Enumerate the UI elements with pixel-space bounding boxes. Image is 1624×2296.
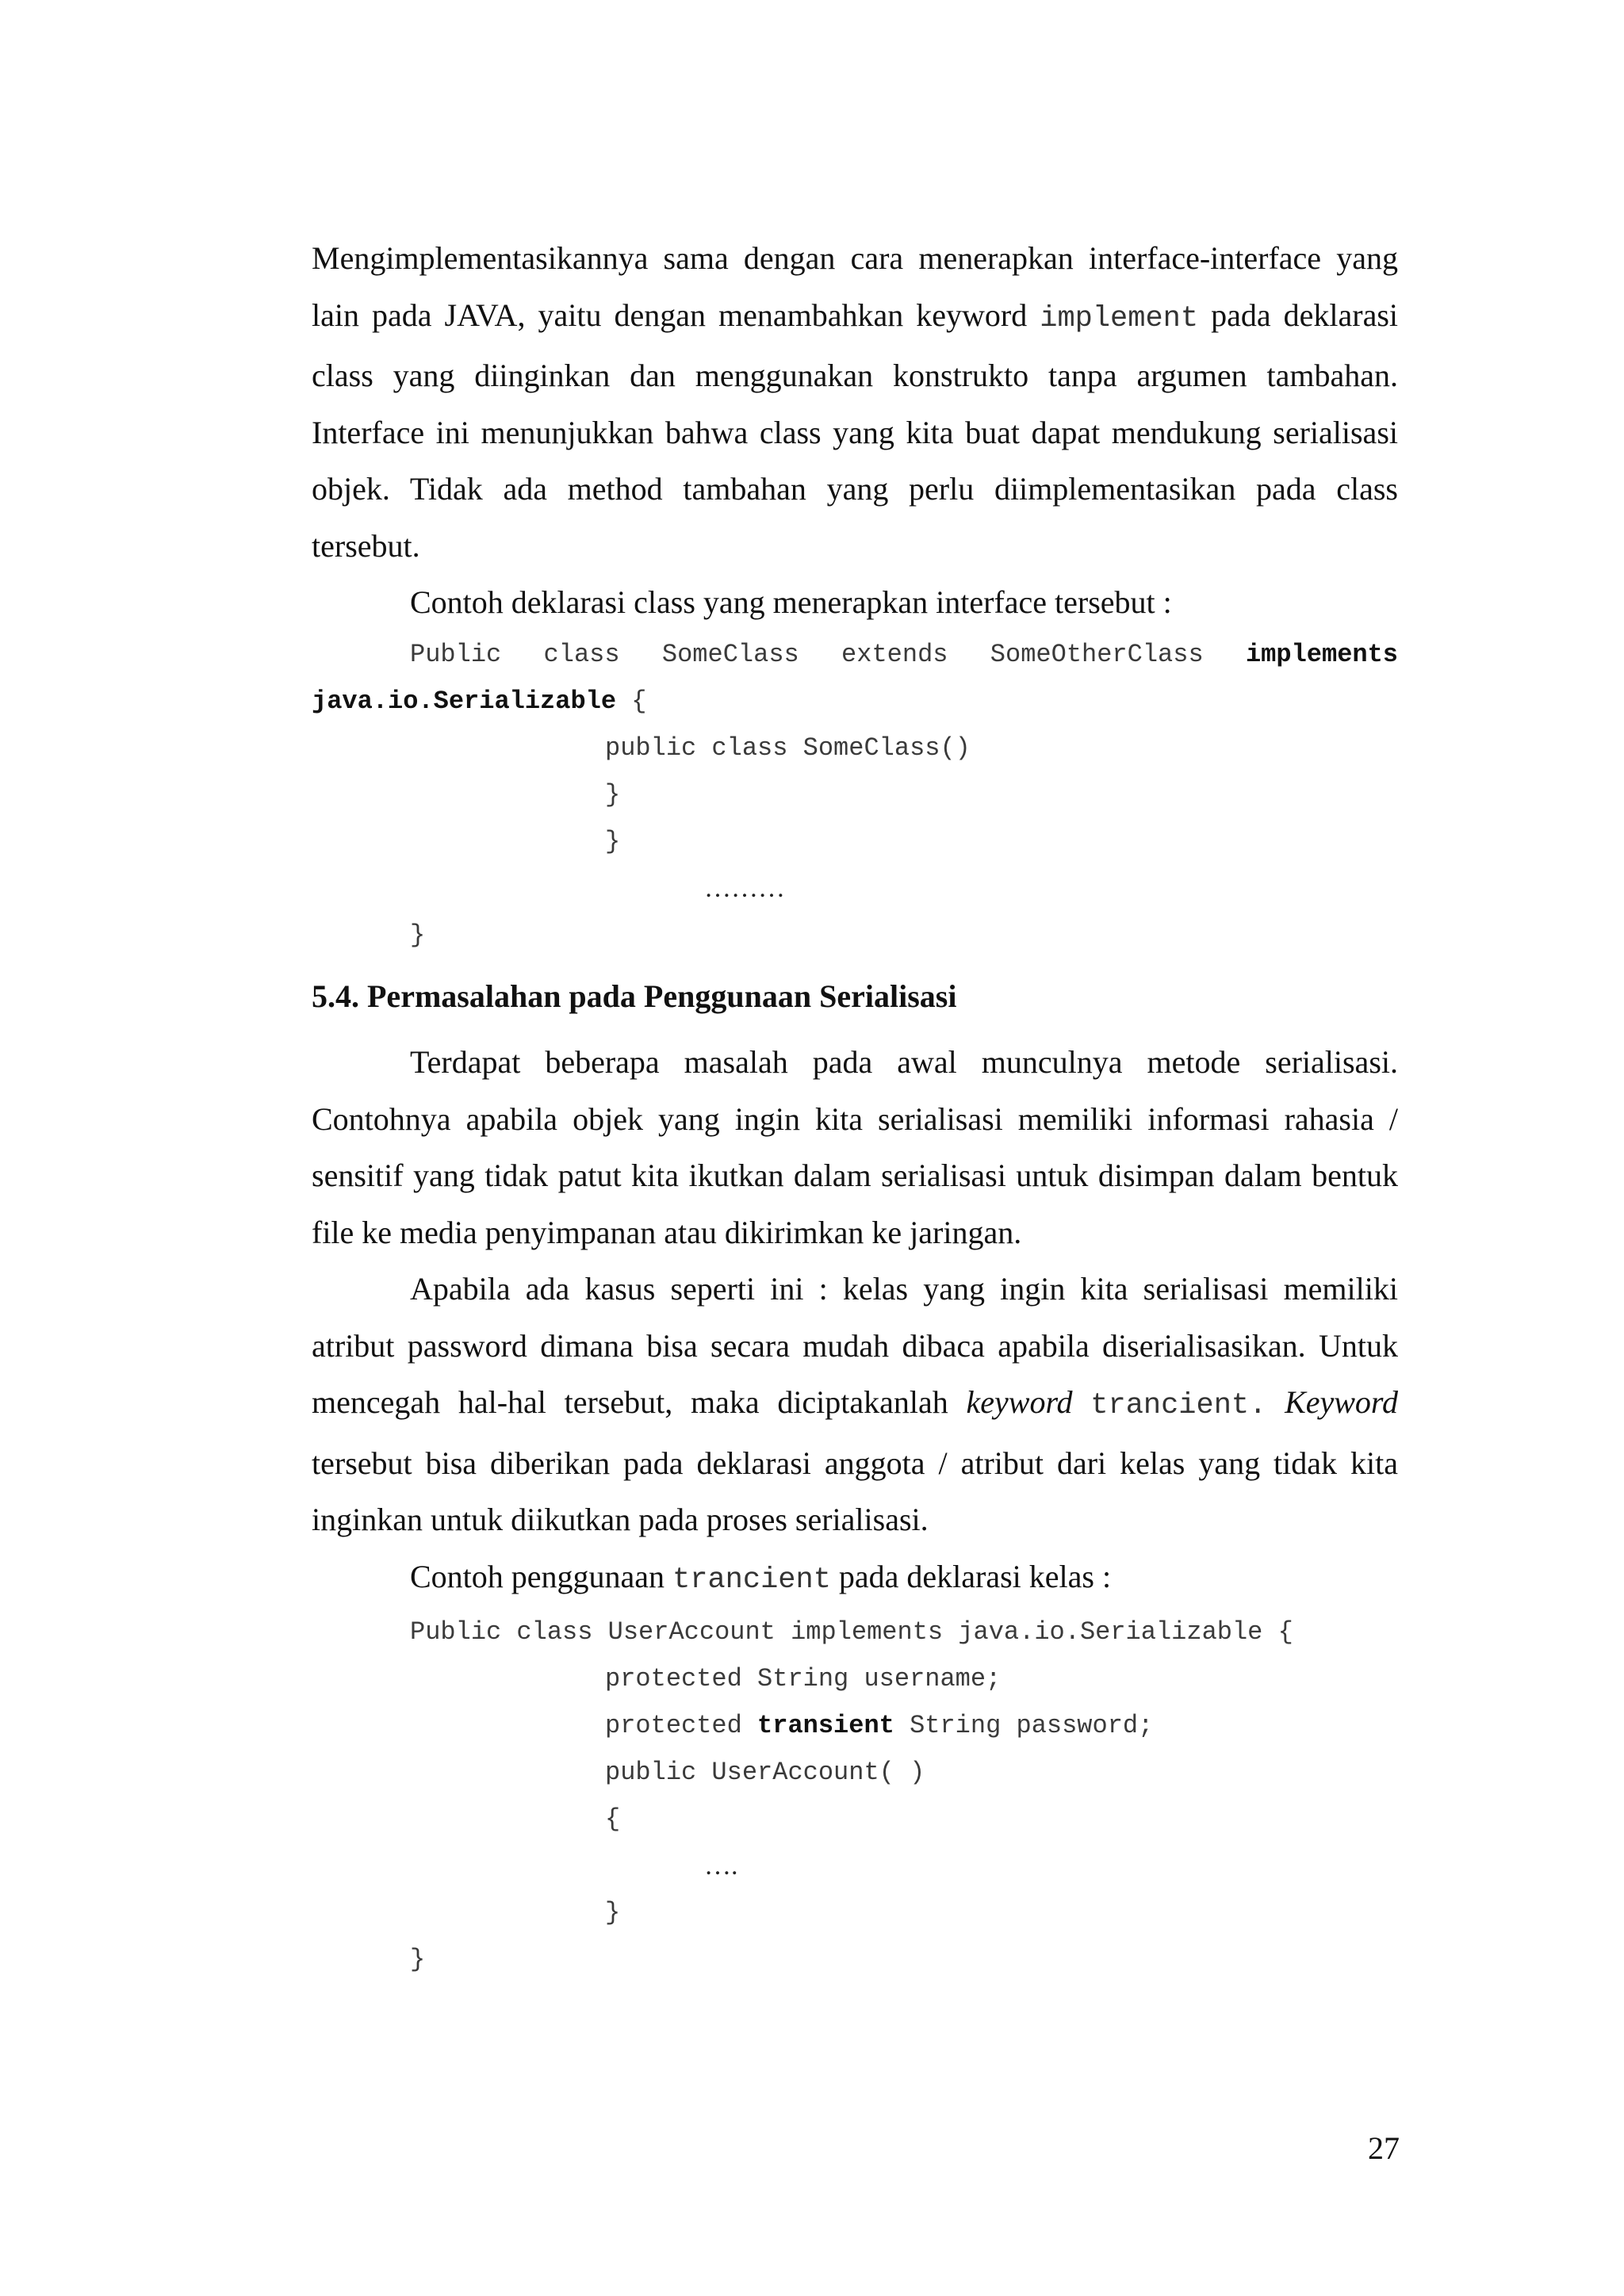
code-line: public class SomeClass(): [605, 733, 971, 763]
paragraph-text: Apabila ada kasus seperti ini : kelas yang ingin kita serialisasi memiliki atribut password dimana bisa secara mudah dibaca apabila diserialisasikan. Untuk mencegah hal-hal tersebut, maka diciptakanlah: [312, 1271, 1398, 1420]
paragraph-text: Contoh penggunaan: [410, 1558, 673, 1594]
code-ellipsis: ….: [704, 1851, 738, 1881]
inline-code-trancient: trancient: [672, 1563, 831, 1597]
code-keyword-serializable: java.io.Serializable: [312, 686, 617, 716]
code-line: [312, 631, 1398, 678]
code-keyword-transient: transient: [757, 1711, 894, 1740]
code-line: [312, 1843, 1398, 1889]
code-keyword-implements: implements: [1245, 639, 1398, 669]
paragraph-text: pada deklarasi class yang diinginkan dan menggunakan konstrukto tanpa argumen tambahan. Interface ini menunjukkan bahwa class yang kita buat dapat mendukung serialisasi objek. Tidak ada method tambahan yang perlu diimplementasikan pada class tersebut.: [312, 297, 1398, 564]
section-heading: 5.4. Permasalahan pada Penggunaan Serialisasi: [312, 978, 957, 1014]
code-line: }: [410, 1945, 426, 1974]
paragraph-example-transient: [312, 1548, 1398, 1609]
code-line: }: [605, 779, 621, 809]
code-token: SomeClass: [661, 639, 799, 669]
code-token: class: [543, 639, 620, 669]
code-token: extends: [841, 639, 948, 669]
code-line: Public class UserAccount implements java.io.Serializable {: [410, 1617, 1293, 1647]
paragraph-problem: Terdapat beberapa masalah pada awal munculnya metode serialisasi. Contohnya apabila objek yang ingin kita serialisasi memiliki informasi rahasia / sensitif yang tidak patut kita ikutkan dalam serialisasi untuk disimpan dalam bentuk file ke media penyimpanan atau dikirimkan ke jaringan.: [312, 1044, 1398, 1250]
paragraph-implement-intro: [312, 230, 1398, 574]
emphasis-keyword: keyword: [966, 1384, 1073, 1420]
code-token: protected: [605, 1711, 758, 1740]
code-line: [312, 678, 1398, 725]
paragraph-text: pada deklarasi kelas :: [830, 1558, 1112, 1594]
code-line: }: [605, 1898, 621, 1927]
paragraph-text: tersebut bisa diberikan pada deklarasi anggota / atribut dari kelas yang tidak kita inginkan untuk diikutkan pada proses serialisasi.: [312, 1445, 1398, 1537]
inline-code-trancient: trancient.: [1090, 1389, 1267, 1422]
code-token: SomeOtherClass: [990, 639, 1204, 669]
page-number: 27: [1368, 2130, 1400, 2166]
code-block-someclass: [312, 631, 1398, 959]
page-content: [312, 230, 1398, 1983]
code-line: }: [410, 920, 426, 950]
paragraph-transient-explain: [312, 1261, 1398, 1548]
code-token: {: [616, 686, 647, 716]
code-line: {: [605, 1804, 621, 1834]
emphasis-keyword: Keyword: [1285, 1384, 1399, 1420]
code-line: public UserAccount( ): [605, 1758, 925, 1787]
code-block-useraccount: [312, 1609, 1398, 1983]
code-token: String password;: [894, 1711, 1154, 1740]
code-token: Public: [410, 639, 502, 669]
inline-code-implement: implement: [1040, 301, 1199, 335]
code-line: [312, 865, 1398, 912]
code-line: protected String username;: [605, 1664, 1002, 1693]
code-line: [312, 1702, 1398, 1749]
code-line: }: [605, 826, 621, 856]
paragraph-text: Mengimplementasikannya sama dengan cara menerapkan interface-interface yang lain pada JAVA, yaitu dengan menambahkan keyword: [312, 240, 1398, 333]
code-ellipsis: ………: [704, 873, 785, 903]
paragraph-example-intro: Contoh deklarasi class yang menerapkan interface tersebut :: [410, 584, 1172, 620]
